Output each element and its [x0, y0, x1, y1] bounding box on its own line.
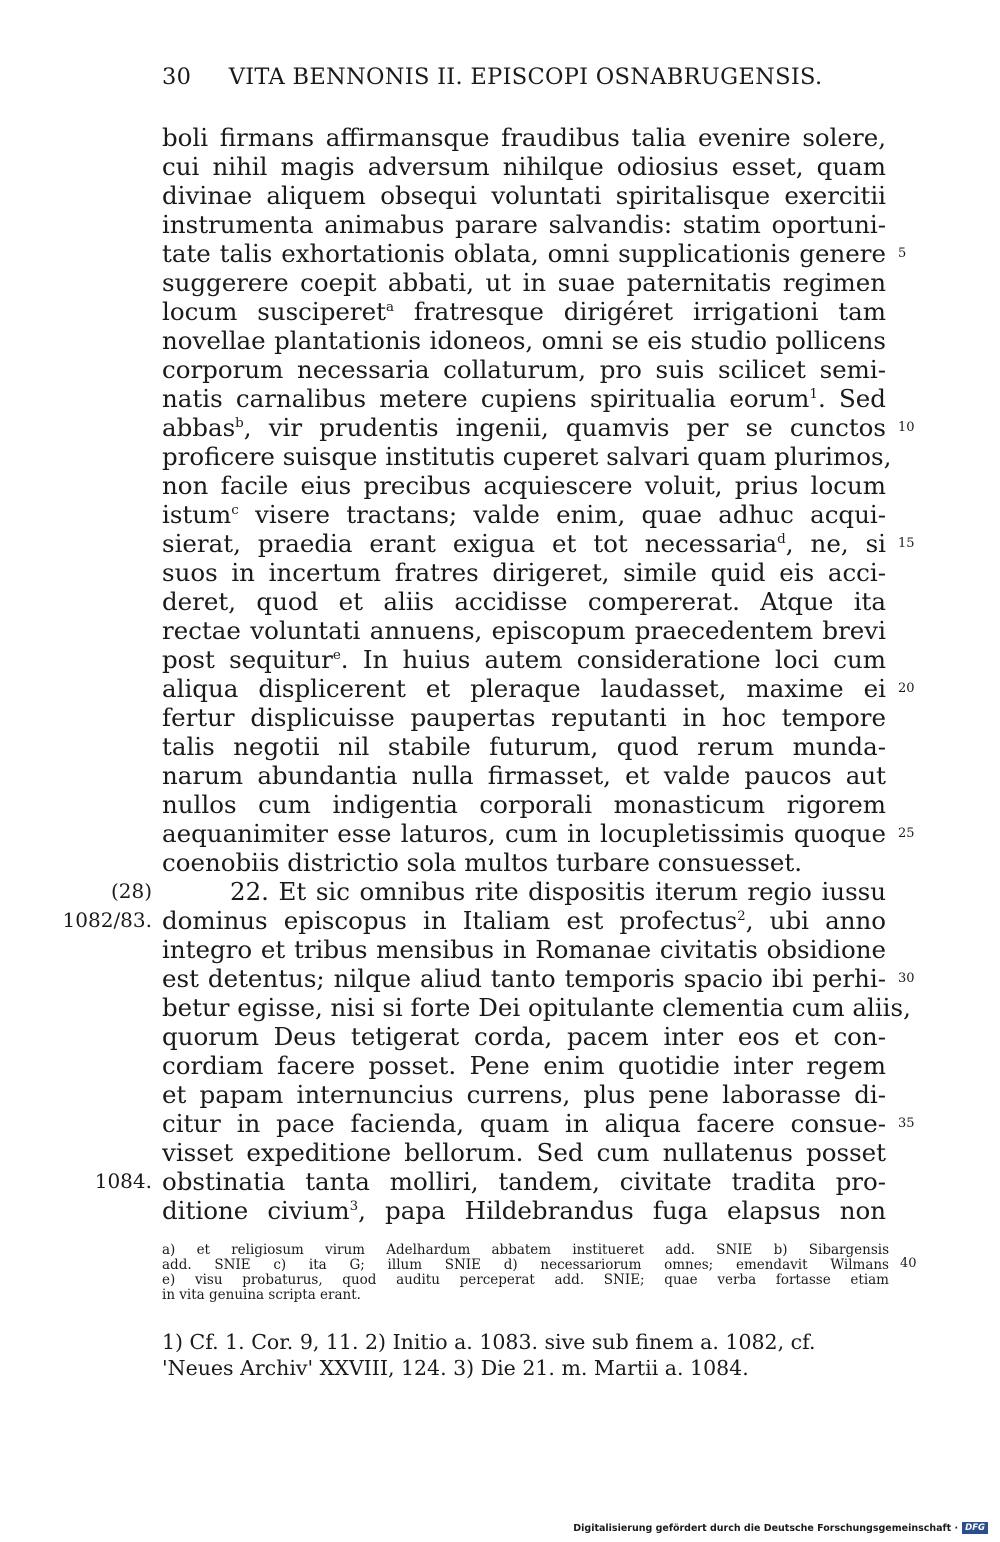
apparatus-mark: a	[385, 298, 394, 315]
text-line: betur egisse, nisi si forte Dei opitulante clementia cum aliis,	[162, 993, 911, 1022]
text-fragment: ditione civium	[162, 1196, 350, 1225]
line-number: 10	[898, 420, 915, 435]
footnote-mark: 2	[737, 907, 746, 924]
text-fragment: . In huius autem consideratione loci cum	[340, 645, 886, 674]
text-line: citur in pace facienda, quam in aliqua facere consue-	[162, 1109, 886, 1138]
text-line: aequanimiter esse laturos, cum in locupletissimis quoque	[162, 819, 886, 848]
line-number: 30	[898, 971, 915, 986]
text-fragment: istum	[162, 500, 232, 529]
apparatus-mark: d	[777, 530, 786, 547]
text-line: non facile eius precibus acquiescere voluit, prius locum	[162, 471, 886, 500]
text-line	[162, 645, 886, 674]
text-line: et papam internuncius currens, plus pene laborasse di-	[162, 1080, 886, 1109]
text-fragment: visere tractans; valde enim, quae adhuc acqui-	[238, 500, 886, 529]
text-line: suggerere coepit abbati, ut in suae paternitatis regimen	[162, 268, 886, 297]
apparatus-line	[162, 1243, 889, 1258]
text-fragment: fratresque dirigéret irrigationi tam	[393, 297, 886, 326]
text-line: novellae plantationis idoneos, omni se eis studio pollicens	[162, 326, 886, 355]
text-fragment: dominus episcopus in Italiam est profectus	[162, 906, 738, 935]
credit-text: Digitalisierung gefördert durch die Deutsche Forschungsgemeinschaft ·	[573, 1522, 959, 1534]
page-number: 30	[162, 64, 192, 90]
apparatus-text: e) visu probaturus, quod auditu perceperat add. SNIE; quae verba fortasse etiam	[162, 1272, 889, 1288]
apparatus-mark: c	[231, 501, 239, 518]
source-note-line: 1) Cf. 1. Cor. 9, 11. 2) Initio a. 1083. sive sub finem a. 1082, cf.	[162, 1330, 816, 1354]
text-line: tate talis exhortationis oblata, omni supplicationis genere	[162, 239, 886, 268]
text-line: proficere suisque institutis cuperet salvari quam plurimos,	[162, 442, 892, 471]
text-fragment: , ubi anno	[745, 906, 887, 935]
text-line	[162, 529, 886, 558]
text-line: visset expeditione bellorum. Sed cum nullatenus posset	[162, 1138, 886, 1167]
digitization-credit	[573, 1522, 988, 1534]
text-line	[162, 297, 886, 326]
text-fragment: locum susciperet	[162, 297, 386, 326]
apparatus-text: add. SNIE c) ita G; illum SNIE d) necessariorum omnes; emendavit Wilmans	[162, 1257, 889, 1273]
running-header	[162, 64, 888, 90]
text-line: cordiam facere posset. Pene enim quotidie inter regem	[162, 1051, 886, 1080]
text-line: narum abundantia nulla firmasset, et valde paucos aut	[162, 761, 886, 790]
line-number: 25	[898, 826, 915, 841]
apparatus-line	[162, 1288, 889, 1303]
text-line: talis negotii nil stabile futurum, quod rerum munda-	[162, 732, 886, 761]
chapter-start-line: 22. Et sic omnibus rite dispositis iterum regio iussu	[230, 877, 886, 906]
text-fragment: . Sed	[817, 384, 886, 413]
text-line: fertur displicuisse paupertas reputanti in hoc tempore	[162, 703, 886, 732]
text-line: nullos cum indigentia corporali monasticum rigorem	[162, 790, 886, 819]
text-line	[162, 906, 886, 935]
text-line	[162, 413, 886, 442]
text-fragment: sierat, praedia erant exigua et tot necessaria	[162, 529, 778, 558]
text-line: corporum necessaria collaturum, pro suis scilicet semi-	[162, 355, 886, 384]
apparatus-line	[162, 1258, 889, 1273]
line-number: 35	[898, 1116, 915, 1131]
text-line: suos in incertum fratres dirigeret, simile quid eis acci-	[162, 558, 886, 587]
text-line: quorum Deus tetigerat corda, pacem inter eos et con-	[162, 1022, 886, 1051]
text-line: est detentus; nilque aliud tanto temporis spacio ibi perhi-	[162, 964, 886, 993]
running-title: VITA BENNONIS II. EPISCOPI OSNABRUGENSIS.	[228, 64, 823, 90]
apparatus-mark: b	[235, 414, 244, 431]
apparatus-text: a) et religiosum virum Adelhardum abbatem institueret add. SNIE b) Sibargensis	[162, 1242, 889, 1258]
critical-apparatus	[162, 1243, 889, 1303]
source-notes	[162, 1329, 889, 1381]
text-fragment: , papa Hildebrandus fuga elapsus non	[358, 1196, 887, 1225]
text-line: aliqua displicerent et pleraque laudasset, maxime ei	[162, 674, 886, 703]
line-number: 5	[898, 246, 907, 261]
margin-year: 1084.	[94, 1169, 152, 1193]
text-line: obstinatia tanta molliri, tandem, civitate tradita pro-	[162, 1167, 886, 1196]
line-number: 40	[900, 1256, 917, 1271]
footnote-mark: 1	[809, 385, 818, 402]
text-fragment: , vir prudentis ingenii, quamvis per se cunctos	[243, 413, 886, 442]
text-fragment: abbas	[162, 413, 236, 442]
apparatus-line	[162, 1273, 889, 1288]
text-fragment: , ne, si	[785, 529, 886, 558]
margin-year: 1082/83.	[62, 908, 152, 932]
text-line	[162, 500, 886, 529]
footnote-mark: 3	[349, 1197, 359, 1214]
text-line: integro et tribus mensibus in Romanae civitatis obsidione	[162, 935, 886, 964]
source-note-line: 'Neues Archiv' XXVIII, 124. 3) Die 21. m. Martii a. 1084.	[162, 1356, 749, 1380]
line-number: 20	[898, 681, 915, 696]
text-line: coenobiis districtio sola multos turbare consuesset.	[162, 848, 803, 877]
text-line: instrumenta animabus parare salvandis: statim oportuni-	[162, 210, 886, 239]
line-number: 15	[898, 536, 915, 551]
margin-chapter-ref: (28)	[110, 879, 152, 903]
text-fragment: natis carnalibus metere cupiens spiritualia eorum	[162, 384, 810, 413]
apparatus-text: in vita genuina scripta erant.	[162, 1287, 361, 1303]
text-line: divinae aliquem obsequi voluntati spiritalisque exercitii	[162, 181, 886, 210]
dfg-logo: DFG	[962, 1522, 988, 1534]
text-line	[162, 384, 886, 413]
text-line: deret, quod et aliis accidisse compererat. Atque ita	[162, 587, 886, 616]
text-fragment: post sequitur	[162, 645, 333, 674]
apparatus-mark: e	[332, 646, 341, 663]
text-line: boli firmans affirmansque fraudibus talia evenire solere,	[162, 123, 886, 152]
text-line: cui nihil magis adversum nihilque odiosius esset, quam	[162, 152, 886, 181]
text-line	[162, 1196, 886, 1225]
text-line: rectae voluntati annuens, episcopum praecedentem brevi	[162, 616, 886, 645]
